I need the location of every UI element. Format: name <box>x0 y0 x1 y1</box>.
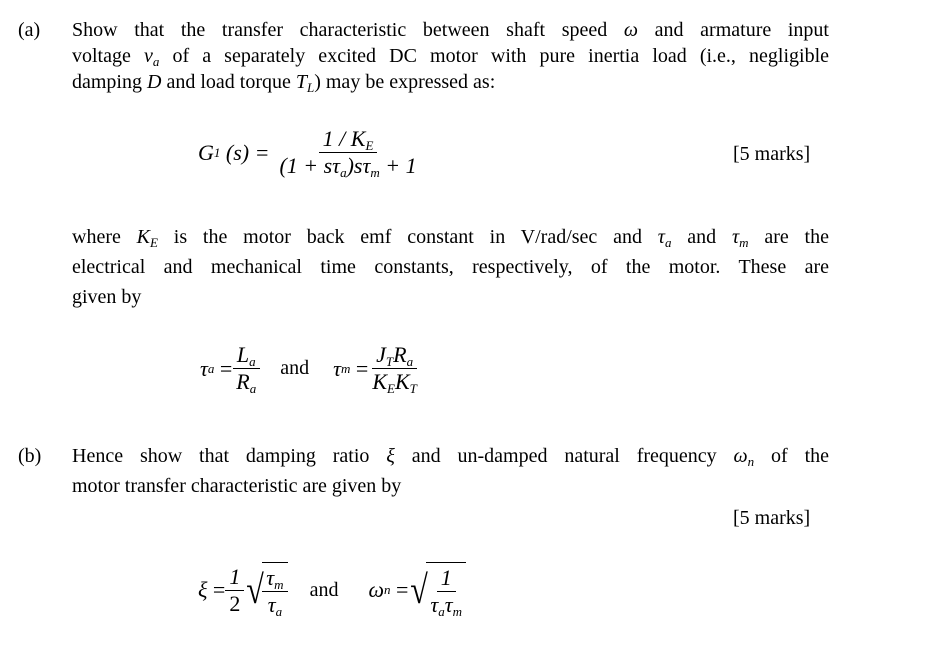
math-symbol: τ <box>731 226 740 248</box>
text-fragment <box>232 342 260 395</box>
math-symbol: a <box>406 354 414 369</box>
math-symbol: R <box>393 342 407 367</box>
text-fragment <box>262 565 287 592</box>
text-fragment <box>426 565 466 618</box>
math-symbol: m <box>452 604 463 619</box>
part-a-line-2 <box>72 44 829 68</box>
math-symbol: τ <box>200 355 208 381</box>
math-symbol: a <box>340 165 347 180</box>
math-symbol: ξ <box>198 577 208 602</box>
math-symbol: + 1 <box>379 153 417 178</box>
text-fragment: 2 <box>229 590 241 616</box>
math-symbol: L <box>236 342 250 367</box>
text-fragment: and <box>671 226 732 248</box>
text-fragment <box>262 565 287 618</box>
text-fragment: ) may be expressed as: <box>314 71 496 93</box>
math-symbol: 1 / K <box>322 126 366 151</box>
math-symbol: (s) = <box>225 139 270 165</box>
part-a-line-1 <box>72 18 829 42</box>
text-fragment: voltage <box>72 45 144 67</box>
text-fragment: and <box>280 357 310 379</box>
math-symbol: T <box>409 381 417 396</box>
text-fragment: are the <box>748 226 829 248</box>
math-symbol: J <box>376 342 386 367</box>
text-fragment <box>275 126 420 179</box>
math-symbol: τ <box>444 592 453 617</box>
math-symbol: 1 <box>229 563 241 589</box>
time-constants-equation <box>200 342 421 395</box>
math-symbol: ξ <box>386 445 395 467</box>
transfer-function-equation <box>198 126 421 179</box>
math-symbol: 1 <box>440 565 452 590</box>
math-symbol: L <box>306 80 315 95</box>
math-symbol: τ <box>267 592 276 617</box>
subscript <box>407 354 414 369</box>
text-fragment: of the <box>754 445 830 467</box>
math-symbol: a <box>249 381 257 396</box>
math-symbol: m <box>739 235 749 250</box>
math-symbol: τ <box>266 565 275 590</box>
math-symbol: a <box>275 604 283 619</box>
text-fragment: and un-damped natural frequency <box>394 445 734 467</box>
text-fragment <box>437 565 456 592</box>
math-symbol: a <box>664 235 672 250</box>
math-symbol: m <box>274 577 284 592</box>
math-symbol: D <box>147 71 162 93</box>
subscript <box>150 235 158 250</box>
text-fragment: of a separately excited DC motor with pure inertia load (i.e., negligible <box>159 45 830 67</box>
math-symbol: τ <box>333 355 342 381</box>
part-b-label: (b) <box>18 445 42 467</box>
text-fragment <box>426 562 466 618</box>
text-fragment <box>232 369 260 395</box>
math-symbol: a <box>152 54 160 69</box>
math-symbol: ω <box>368 577 384 602</box>
part-b-line-2: motor transfer characteristic are given by <box>72 475 402 497</box>
math-symbol: τ <box>657 226 665 248</box>
math-symbol: n <box>747 454 755 469</box>
math-symbol: a <box>207 360 215 376</box>
square-root <box>244 562 287 618</box>
math-symbol: K <box>136 226 151 248</box>
where-line-2: electrical and mechanical time constants, respectively, of the motor. These are <box>72 256 829 278</box>
square-root <box>408 562 466 618</box>
text-fragment <box>225 564 244 591</box>
text-fragment: √ <box>246 567 265 612</box>
text-fragment <box>368 369 421 395</box>
damping-frequency-equation <box>198 562 466 618</box>
text-fragment: and <box>309 578 339 601</box>
where-line-3: given by <box>72 286 142 308</box>
math-symbol: τ <box>430 592 439 617</box>
subscript <box>250 381 257 396</box>
text-fragment <box>319 126 378 153</box>
text-fragment <box>262 562 287 618</box>
math-symbol: v <box>143 45 153 67</box>
math-symbol: T <box>385 354 394 369</box>
subscript <box>387 381 395 396</box>
text-fragment: where <box>72 226 137 248</box>
text-fragment: Show that the transfer characteristic between shaft speed <box>72 19 624 41</box>
math-symbol: n <box>384 582 391 597</box>
subscript <box>276 604 283 619</box>
text-fragment: is the motor back emf constant in V/rad/sec and <box>157 226 658 248</box>
subscript <box>274 577 283 592</box>
text-fragment: Hence show that damping ratio <box>72 445 387 467</box>
text-fragment: = <box>219 355 233 381</box>
math-symbol: K <box>372 369 388 394</box>
text-fragment: = <box>355 355 369 381</box>
math-symbol: E <box>365 138 374 153</box>
text-fragment: and armature input <box>638 19 829 41</box>
text-fragment <box>372 342 417 369</box>
part-b-marks: [5 marks] <box>733 507 811 529</box>
text-fragment: = <box>212 577 226 602</box>
math-symbol: E <box>387 381 395 396</box>
math-symbol: ω <box>623 19 638 41</box>
subscript <box>249 354 256 369</box>
text-fragment: and load torque <box>161 71 296 93</box>
subscript <box>739 235 748 250</box>
math-symbol: m <box>370 165 380 180</box>
part-b-line-1 <box>72 444 829 468</box>
math-symbol: G <box>198 139 214 165</box>
subscript <box>370 165 379 180</box>
where-line-1 <box>72 225 829 249</box>
subscript <box>453 604 462 619</box>
text-fragment: damping <box>72 71 147 93</box>
text-fragment: = <box>396 577 409 602</box>
math-symbol: E <box>150 235 158 250</box>
subscript <box>365 138 373 153</box>
text-fragment <box>225 564 244 617</box>
text-fragment <box>233 342 260 369</box>
text-fragment <box>275 153 420 179</box>
math-symbol: m <box>341 360 351 376</box>
math-symbol: R <box>236 369 250 394</box>
text-fragment <box>426 592 466 618</box>
math-symbol: K <box>394 369 410 394</box>
text-fragment: √ <box>410 567 429 612</box>
math-symbol: )sτ <box>346 153 371 178</box>
math-symbol: (1 + sτ <box>279 153 341 178</box>
subscript <box>410 381 417 396</box>
part-a-label: (a) <box>18 19 41 41</box>
part-a-marks: [5 marks] <box>733 143 811 165</box>
text-fragment <box>264 592 286 618</box>
math-symbol: 1 <box>213 144 221 160</box>
math-symbol: T <box>295 71 307 93</box>
text-fragment <box>368 342 421 395</box>
math-symbol: a <box>438 604 445 619</box>
math-symbol: a <box>249 354 256 369</box>
math-symbol: ω <box>733 445 748 467</box>
part-a-line-3 <box>72 70 829 94</box>
